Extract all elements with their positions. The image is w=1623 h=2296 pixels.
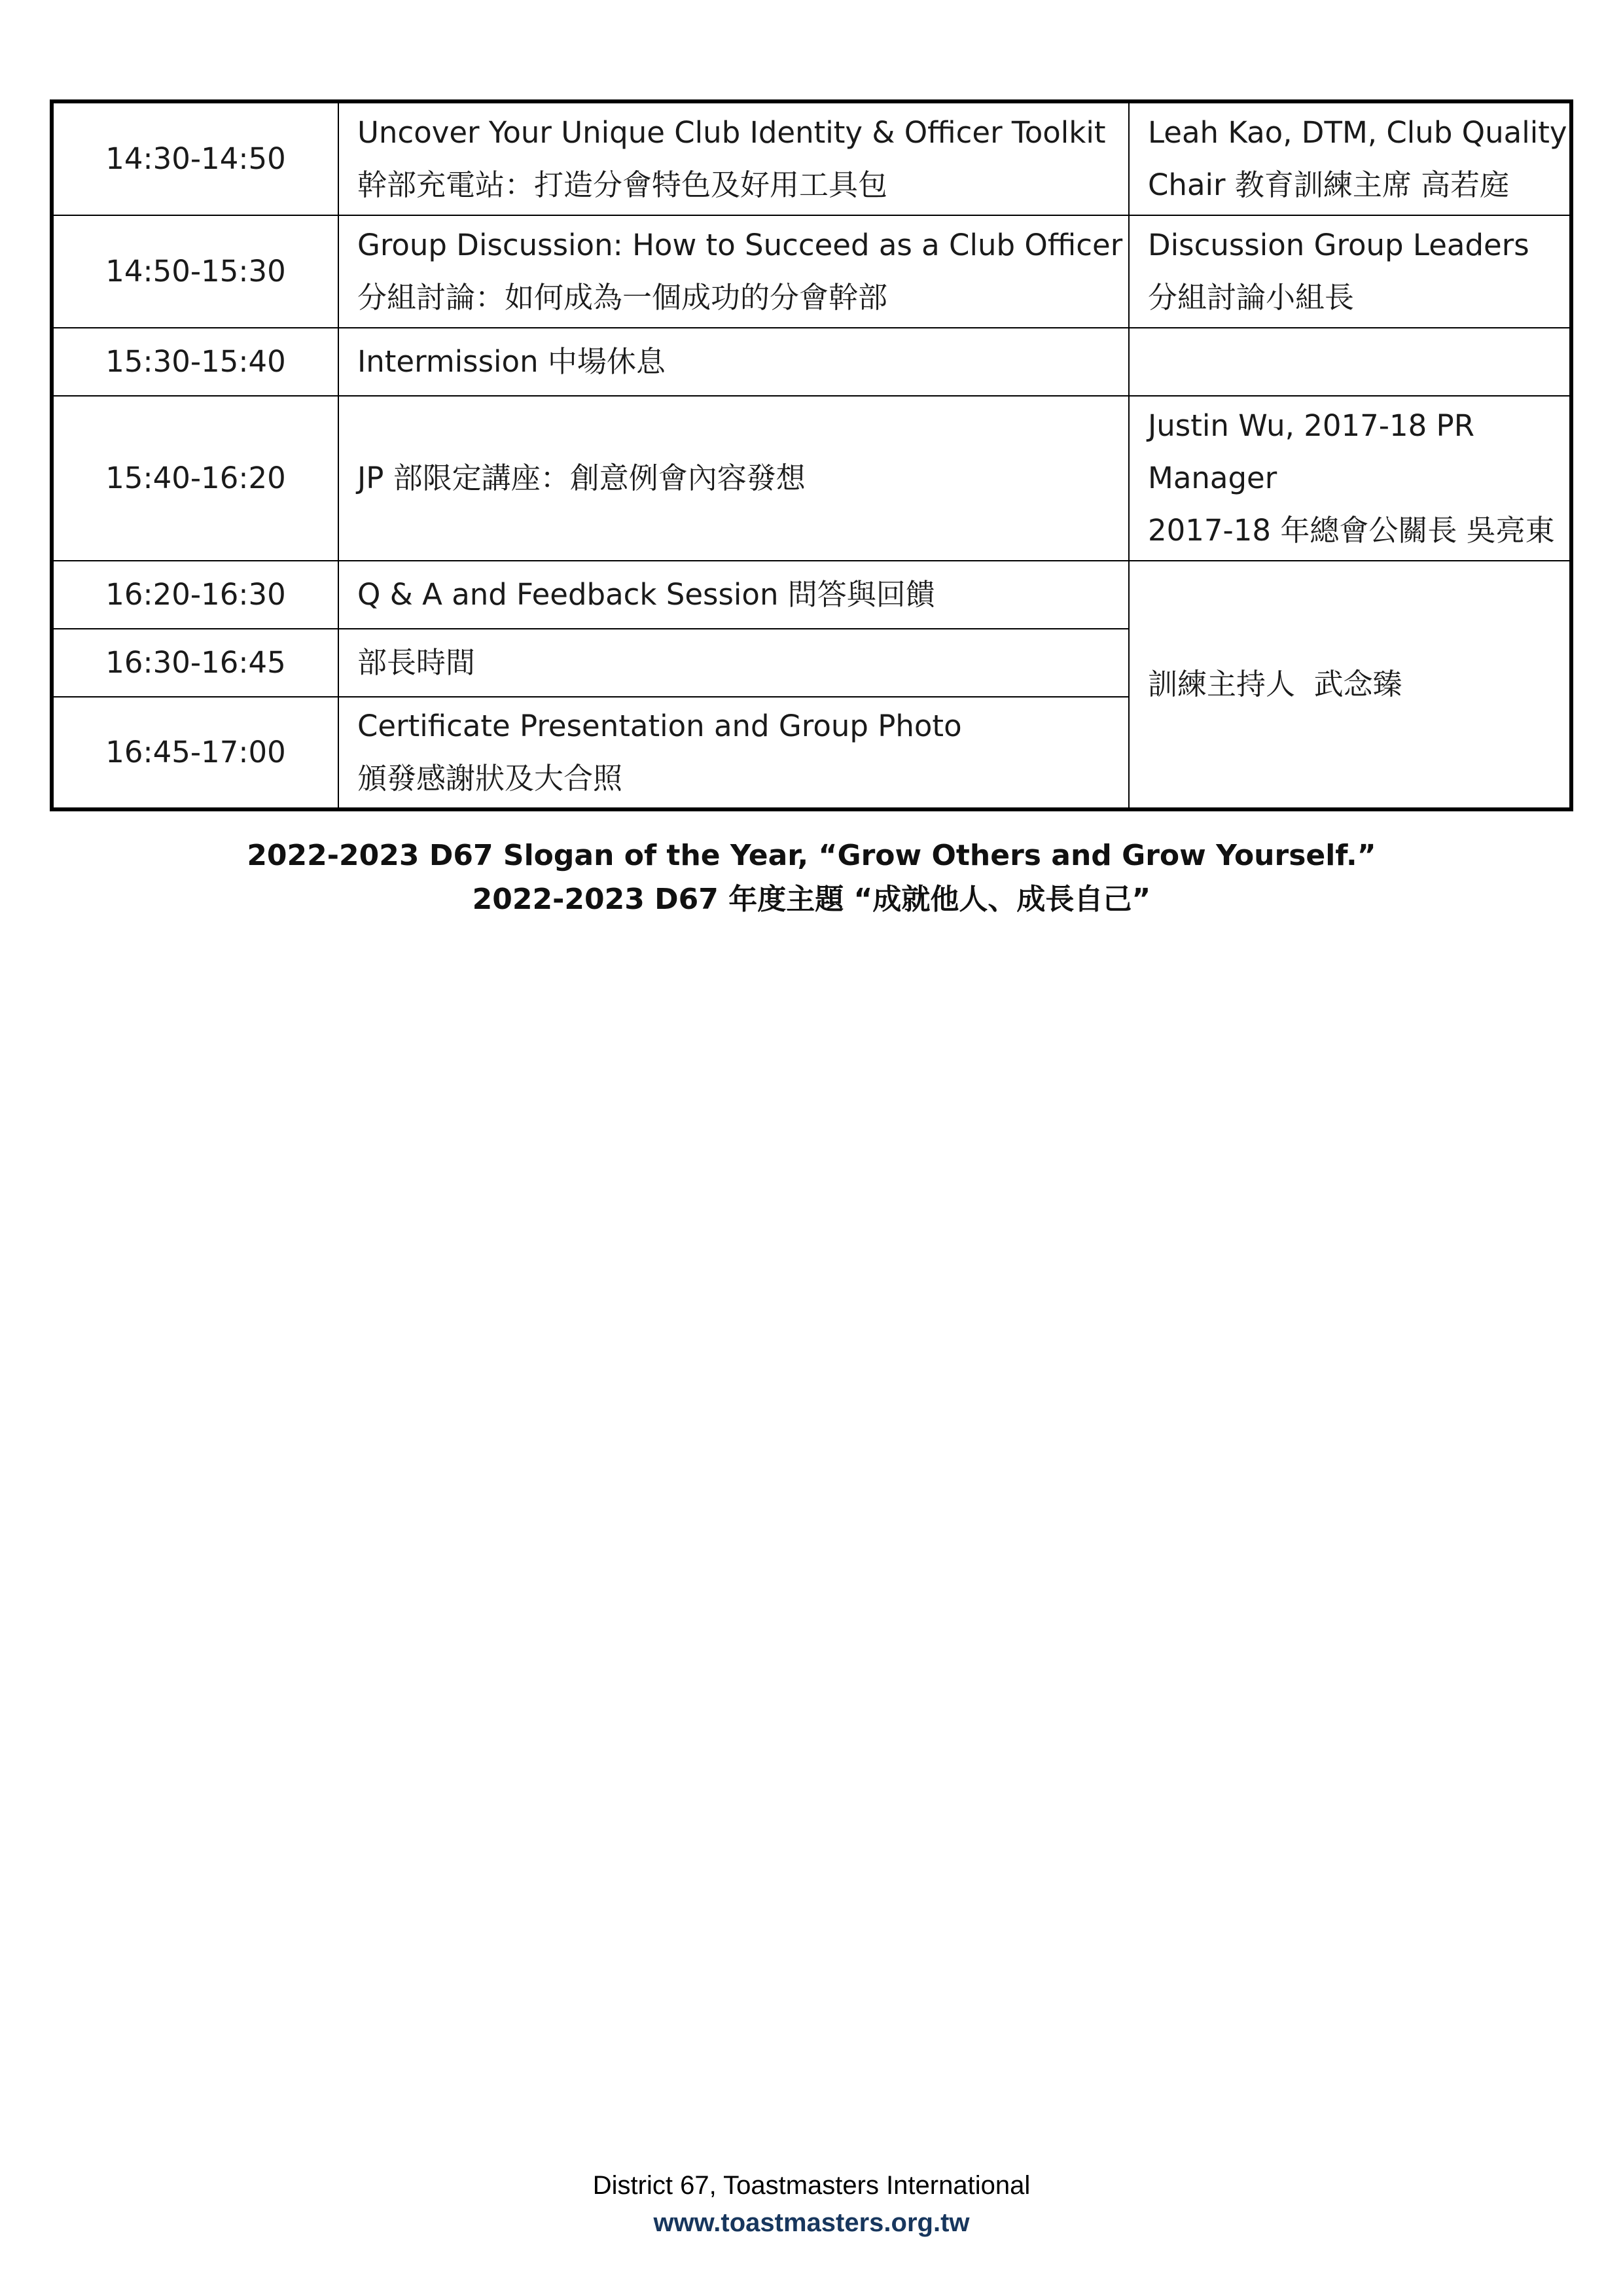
slogan-english: 2022-2023 D67 Slogan of the Year, “Grow Others and Grow Yourself.” xyxy=(247,839,1376,872)
session-topic xyxy=(338,328,1129,396)
session-time: 15:30-15:40 xyxy=(52,328,338,396)
speaker-line: Leah Kao, DTM, Club Quality xyxy=(1148,115,1567,150)
session-speaker xyxy=(1129,396,1571,561)
speaker-line: Justin Wu, 2017-18 PR xyxy=(1148,408,1474,443)
agenda-table xyxy=(50,99,1573,811)
speaker-line: 2017-18 年總會公關長 吳亮東 xyxy=(1148,513,1555,548)
topic-chinese: 分組討論：如何成為一個成功的分會幹部 xyxy=(357,280,888,315)
speaker-line: Discussion Group Leaders xyxy=(1148,228,1529,262)
shared-speaker: 訓練主持人 武念臻 xyxy=(1129,561,1571,809)
topic-chinese: 頒發感謝狀及大合照 xyxy=(357,761,623,796)
session-speaker xyxy=(1129,101,1571,215)
topic-line: Q & A and Feedback Session 問答與回饋 xyxy=(357,577,935,612)
speaker-line: Manager xyxy=(1148,461,1277,495)
topic-line: 部長時間 xyxy=(357,645,476,680)
speaker-line: 分組討論小組長 xyxy=(1148,280,1355,315)
session-time: 15:40-16:20 xyxy=(52,396,338,561)
speaker-line: Chair 教育訓練主席 高若庭 xyxy=(1148,168,1510,202)
topic-english: Group Discussion: How to Succeed as a Club Officer xyxy=(357,228,1123,262)
topic-line: JP 部限定講座：創意例會內容發想 xyxy=(357,461,806,495)
session-topic xyxy=(338,697,1129,809)
session-speaker xyxy=(1129,215,1571,328)
session-topic xyxy=(338,561,1129,629)
footer-organization: District 67, Toastmasters International xyxy=(592,2171,1031,2200)
session-time: 16:20-16:30 xyxy=(52,561,338,629)
table-row xyxy=(52,396,1571,561)
topic-chinese: 幹部充電站：打造分會特色及好用工具包 xyxy=(357,168,888,202)
table-row xyxy=(52,561,1571,629)
session-topic xyxy=(338,215,1129,328)
table-row xyxy=(52,215,1571,328)
topic-english: Uncover Your Unique Club Identity & Officer Toolkit xyxy=(357,115,1106,150)
topic-line: Intermission 中場休息 xyxy=(357,344,666,379)
table-row xyxy=(52,328,1571,396)
session-time: 14:30-14:50 xyxy=(52,101,338,215)
table-row xyxy=(52,101,1571,215)
footer-website-link[interactable]: www.toastmasters.org.tw xyxy=(653,2208,970,2237)
topic-english: Certificate Presentation and Group Photo xyxy=(357,709,962,743)
session-speaker-empty xyxy=(1129,328,1571,396)
session-topic xyxy=(338,396,1129,561)
session-time: 14:50-15:30 xyxy=(52,215,338,328)
session-topic xyxy=(338,101,1129,215)
session-time: 16:45-17:00 xyxy=(52,697,338,809)
slogan-chinese: 2022-2023 D67 年度主題 “成就他人、成長自己” xyxy=(472,883,1151,916)
session-topic xyxy=(338,629,1129,697)
session-time: 16:30-16:45 xyxy=(52,629,338,697)
